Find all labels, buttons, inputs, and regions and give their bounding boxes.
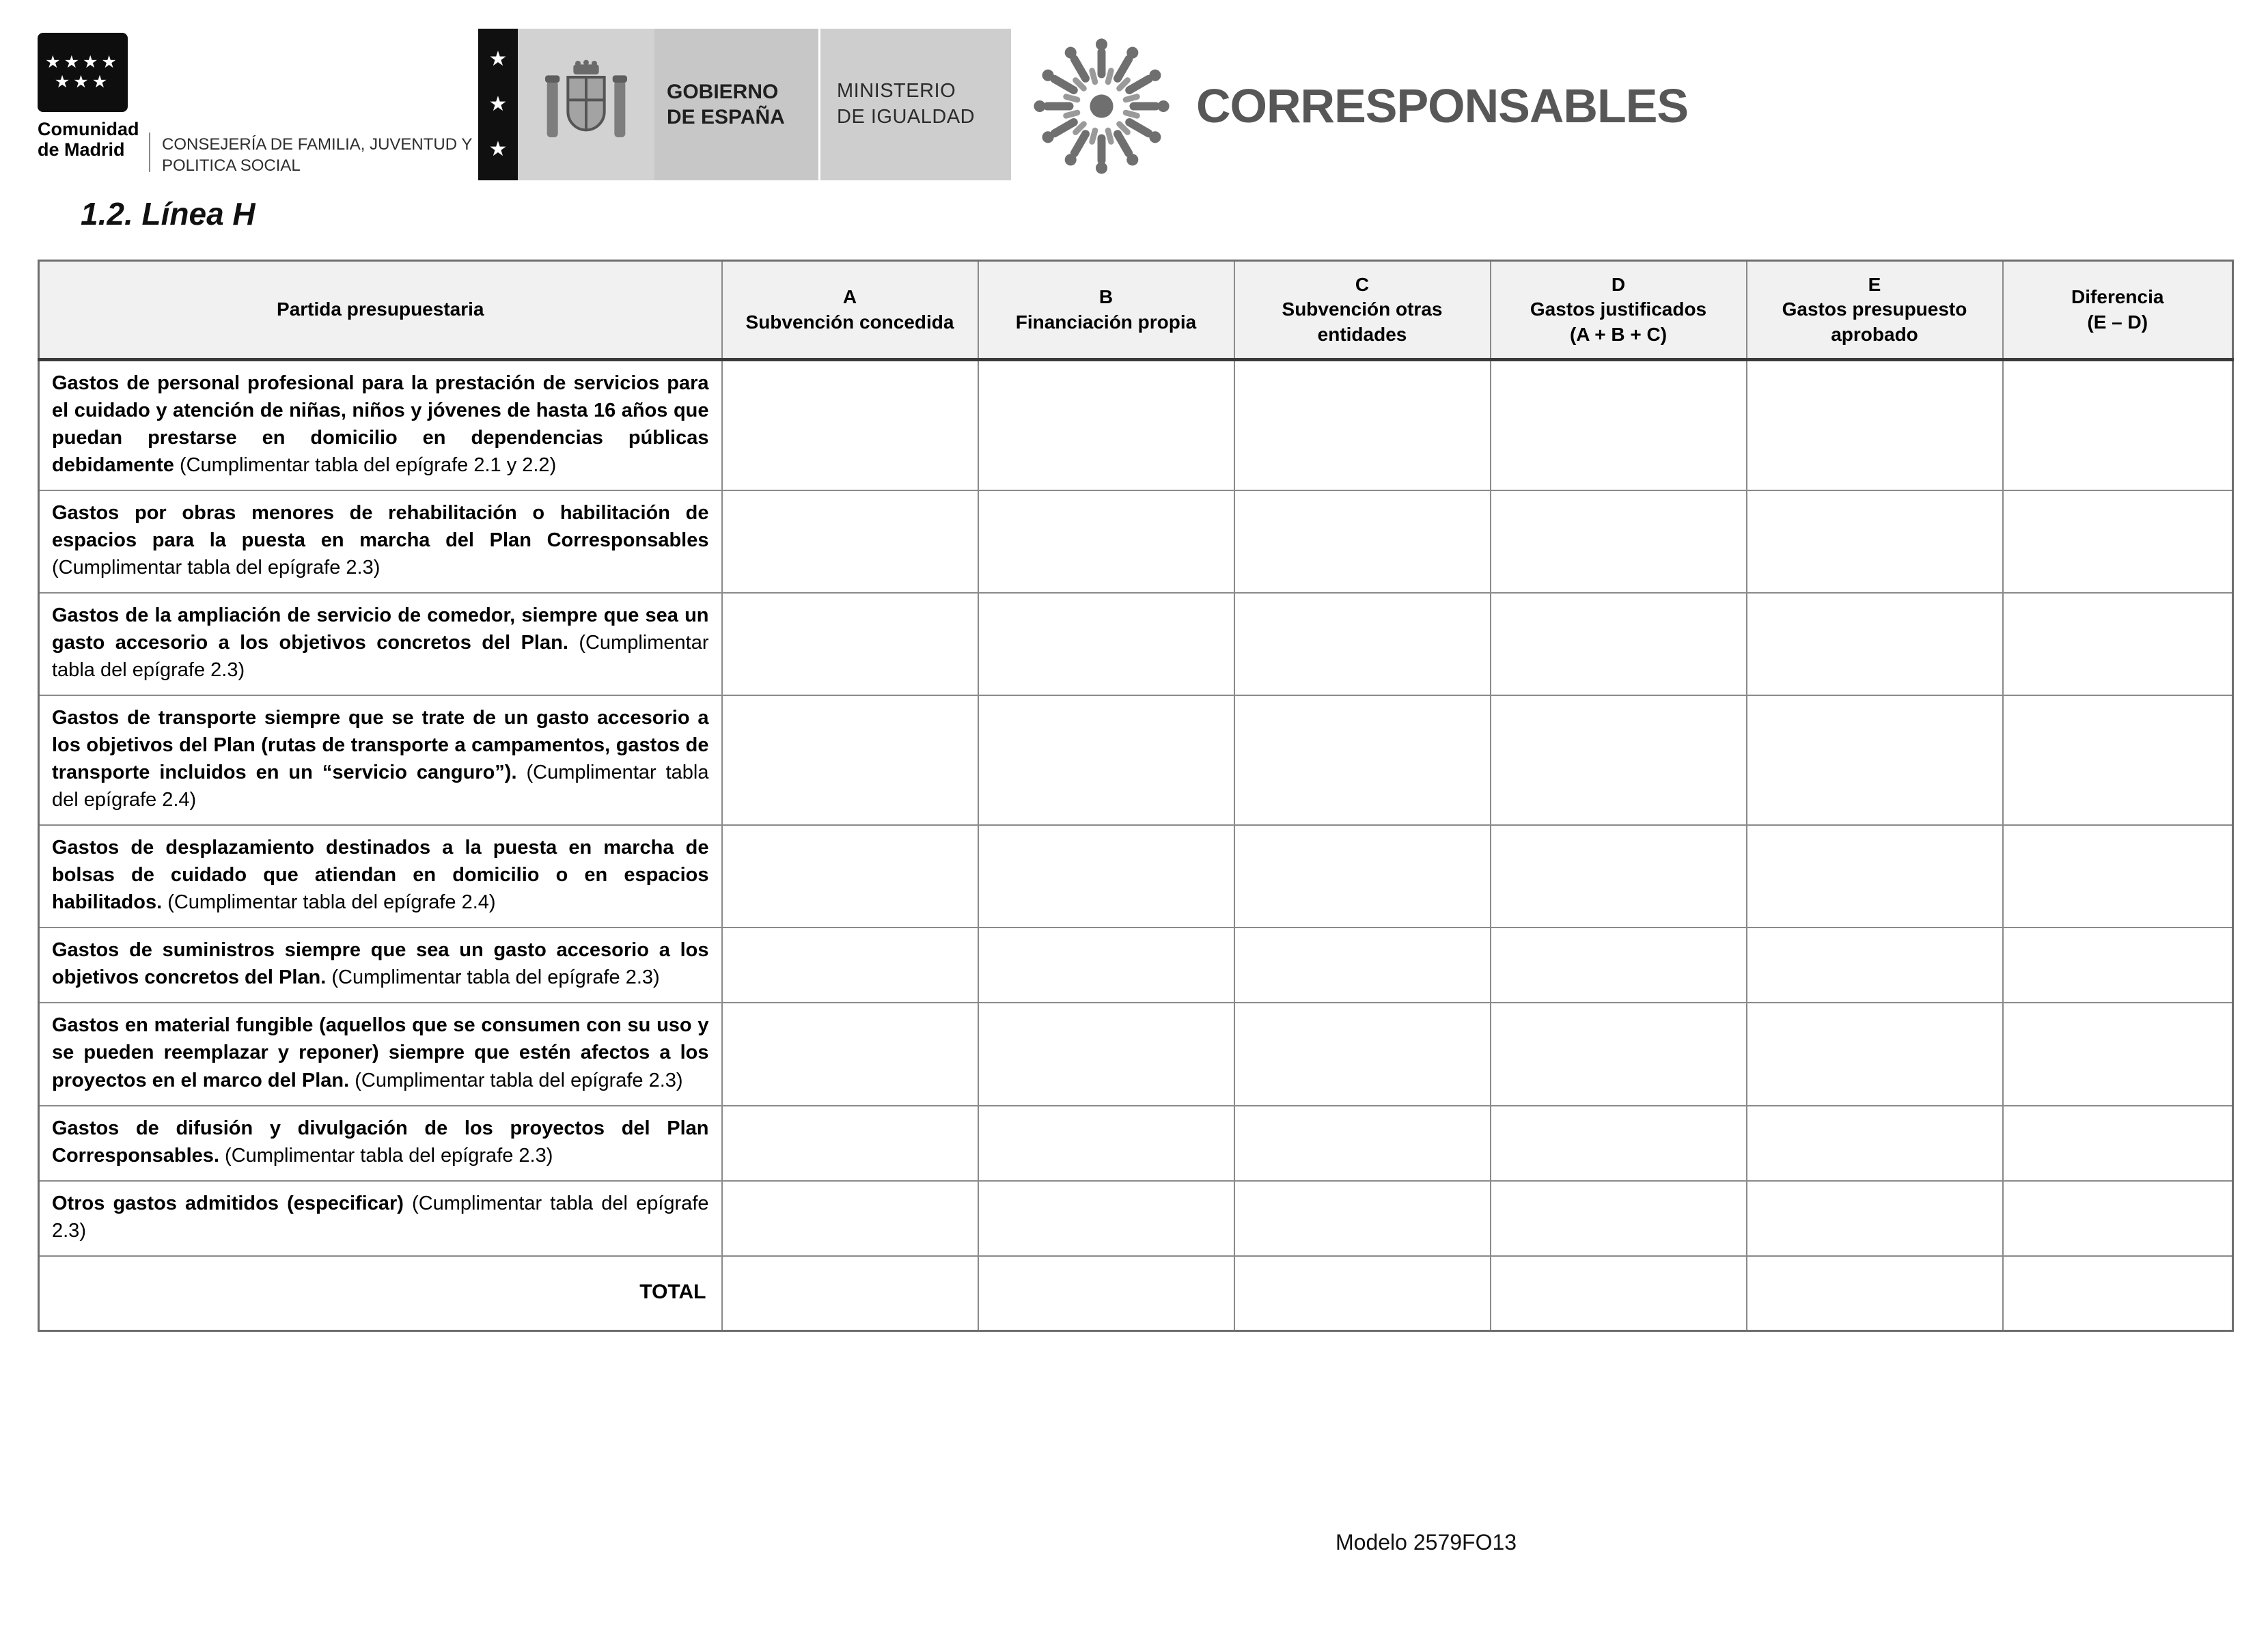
- cell-d: [1491, 1003, 1747, 1105]
- cell-b: [978, 695, 1234, 825]
- cell-c: [1234, 695, 1491, 825]
- row-label: [39, 490, 722, 593]
- row-label-bold: Gastos de transporte siempre que se trate de un gasto accesorio a los objetivos del Plan (rutas de transporte a campamentos, gastos de transporte incluidos en un “servicio canguro”).: [52, 707, 709, 784]
- table-row: [39, 695, 2233, 825]
- cell-a: [722, 593, 978, 695]
- table-row: [39, 360, 2233, 491]
- comunidad-name-line: Comunidad: [38, 119, 139, 139]
- cell-b: [978, 928, 1234, 1003]
- cell-a: [722, 825, 978, 928]
- col-header-line: Financiación propia: [1015, 311, 1197, 333]
- cell-a: [722, 695, 978, 825]
- consejeria-line: POLITICA SOCIAL: [162, 156, 301, 176]
- ministerio-line: MINISTERIO: [837, 80, 956, 102]
- col-header-d: [1491, 261, 1747, 360]
- row-label: [39, 1003, 722, 1105]
- cell-b: [978, 360, 1234, 491]
- cell-e: [1747, 695, 2003, 825]
- cell-diferencia: [2003, 695, 2233, 825]
- cell-diferencia: [2003, 593, 2233, 695]
- row-label: [39, 593, 722, 695]
- budget-table: [38, 260, 2234, 1332]
- col-header-diferencia: [2003, 261, 2233, 360]
- cell-d: [1491, 490, 1747, 593]
- spain-coat-of-arms-icon: [518, 29, 654, 180]
- cell-diferencia: [2003, 928, 2233, 1003]
- col-header-c: [1234, 261, 1491, 360]
- row-label: [39, 695, 722, 825]
- cell-b: [978, 490, 1234, 593]
- cell-e: [1747, 825, 2003, 928]
- cell-b: [978, 1106, 1234, 1181]
- cell-e: [1747, 490, 2003, 593]
- comunidad-name-line: de Madrid: [38, 139, 125, 161]
- cell-d: [1491, 360, 1747, 491]
- row-label-bold: Gastos de desplazamiento destinados a la puesta en marcha de bolsas de cuidado que atiendan en domicilio o en espacios habilitados.: [52, 837, 709, 914]
- table-row: [39, 928, 2233, 1003]
- row-label-note: (Cumplimentar tabla del epígrafe 2.3): [52, 632, 709, 682]
- table-row: [39, 1106, 2233, 1181]
- cell-diferencia: [2003, 1106, 2233, 1181]
- stars-row: ★★★: [54, 72, 111, 92]
- table-row: [39, 490, 2233, 593]
- page-title: 1.2. Línea H: [81, 196, 255, 232]
- col-header-line: Subvención otras entidades: [1282, 298, 1443, 345]
- cell-b: [978, 1181, 1234, 1256]
- total-cell-a: [722, 1256, 978, 1331]
- gobierno-line: GOBIERNO: [667, 80, 779, 103]
- star-icon: ★: [488, 93, 508, 115]
- cell-e: [1747, 1003, 2003, 1105]
- cell-a: [722, 928, 978, 1003]
- table-row: [39, 1003, 2233, 1105]
- cell-c: [1234, 593, 1491, 695]
- total-cell-d: [1491, 1256, 1747, 1331]
- row-label-bold: Gastos de personal profesional para la prestación de servicios para el cuidado y atención de niñas, niños y jóvenes de hasta 16 años que puedan prestarse en domicilio en dependencias públicas debidamente: [52, 372, 709, 477]
- cell-a: [722, 1106, 978, 1181]
- flag-stars-bar-icon: [478, 29, 518, 180]
- cell-a: [722, 490, 978, 593]
- col-header-line: D: [1611, 274, 1626, 295]
- ministerio-line: DE IGUALDAD: [837, 106, 976, 128]
- row-label-note: (Cumplimentar tabla del epígrafe 2.4): [52, 762, 709, 811]
- ministerio-igualdad-label: [818, 29, 1011, 180]
- cell-d: [1491, 1181, 1747, 1256]
- col-header-line: E: [1868, 274, 1881, 295]
- cell-c: [1234, 1181, 1491, 1256]
- cell-diferencia: [2003, 490, 2233, 593]
- cell-b: [978, 593, 1234, 695]
- row-label-note: (Cumplimentar tabla del epígrafe 2.3): [355, 1069, 683, 1091]
- cell-e: [1747, 360, 2003, 491]
- row-label-note: (Cumplimentar tabla del epígrafe 2.4): [167, 891, 496, 914]
- row-label-note: (Cumplimentar tabla del epígrafe 2.3): [331, 966, 660, 989]
- col-header-b: [978, 261, 1234, 360]
- row-label-bold: Gastos por obras menores de rehabilitación o habilitación de espacios para la puesta en marcha del Plan Corresponsables: [52, 502, 709, 552]
- row-label: [39, 1181, 722, 1256]
- col-header-line: (A + B + C): [1569, 323, 1668, 345]
- cell-c: [1234, 490, 1491, 593]
- total-cell-c: [1234, 1256, 1491, 1331]
- col-header-line: Partida presupuestaria: [277, 298, 484, 320]
- col-header-line: A: [842, 286, 857, 308]
- cell-d: [1491, 928, 1747, 1003]
- table-row: [39, 593, 2233, 695]
- consejeria-label: [162, 134, 472, 176]
- row-label: [39, 825, 722, 928]
- cell-e: [1747, 928, 2003, 1003]
- cell-e: [1747, 593, 2003, 695]
- gobierno-espana-logo: [478, 29, 1011, 180]
- star-icon: ★: [488, 48, 508, 70]
- row-label-bold: Gastos de difusión y divulgación de los proyectos del Plan Corresponsables.: [52, 1117, 709, 1167]
- comunidad-madrid-flag-icon: [38, 33, 128, 112]
- cell-b: [978, 1003, 1234, 1105]
- row-label: [39, 360, 722, 491]
- col-header-line: C: [1355, 274, 1370, 295]
- row-label-note: (Cumplimentar tabla del epígrafe 2.1 y 2.2): [179, 454, 557, 477]
- cell-d: [1491, 695, 1747, 825]
- cell-c: [1234, 928, 1491, 1003]
- row-label-note: (Cumplimentar tabla del epígrafe 2.3): [225, 1144, 553, 1167]
- row-label: [39, 928, 722, 1003]
- table-row: [39, 1181, 2233, 1256]
- cell-diferencia: [2003, 360, 2233, 491]
- cell-c: [1234, 1106, 1491, 1181]
- cell-diferencia: [2003, 1181, 2233, 1256]
- row-label-bold: Gastos de suministros siempre que sea un gasto accesorio a los objetivos concretos del Plan.: [52, 939, 709, 989]
- col-header-line: Gastos justificados: [1530, 298, 1707, 320]
- col-header-line: Subvención concedida: [745, 311, 954, 333]
- col-header-line: B: [1098, 286, 1114, 308]
- gobierno-espana-label: [654, 29, 818, 180]
- corresponsables-wordmark: CORRESPONSABLES: [1196, 79, 1689, 133]
- row-label: [39, 1106, 722, 1181]
- cell-b: [978, 825, 1234, 928]
- cell-d: [1491, 825, 1747, 928]
- total-label: TOTAL: [39, 1256, 722, 1331]
- cell-d: [1491, 1106, 1747, 1181]
- row-label-note: (Cumplimentar tabla del epígrafe 2.3): [52, 1192, 709, 1242]
- total-cell-e: [1747, 1256, 2003, 1331]
- col-header-line: Gastos presupuesto aprobado: [1782, 298, 1967, 345]
- col-header-a: [722, 261, 978, 360]
- table-row: [39, 825, 2233, 928]
- col-header-partida: [39, 261, 722, 360]
- total-row: [39, 1256, 2233, 1331]
- cell-diferencia: [2003, 825, 2233, 928]
- corresponsables-logo: [1032, 27, 1688, 184]
- row-label-bold: Gastos en material fungible (aquellos que se consumen con su uso y se pueden reemplazar y reponer) siempre que estén afectos a los proyectos en el marco del Plan.: [52, 1014, 709, 1091]
- cell-e: [1747, 1181, 2003, 1256]
- col-header-line: Diferencia: [2071, 286, 2164, 308]
- cell-a: [722, 1003, 978, 1105]
- logo-divider: [149, 133, 150, 172]
- cell-c: [1234, 360, 1491, 491]
- corresponsables-starburst-icon: [1032, 36, 1172, 176]
- row-label-bold: Gastos de la ampliación de servicio de comedor, siempre que sea un gasto accesorio a los objetivos concretos del Plan.: [52, 604, 709, 654]
- row-label-bold: Otros gastos admitidos (especificar): [52, 1192, 404, 1214]
- stars-row: ★★★★: [45, 52, 120, 72]
- row-label-note: (Cumplimentar tabla del epígrafe 2.3): [52, 557, 381, 579]
- cell-c: [1234, 825, 1491, 928]
- cell-diferencia: [2003, 1003, 2233, 1105]
- cell-c: [1234, 1003, 1491, 1105]
- total-cell-diferencia: [2003, 1256, 2233, 1331]
- cell-a: [722, 360, 978, 491]
- gobierno-line: DE ESPAÑA: [667, 106, 785, 128]
- consejeria-line: CONSEJERÍA DE FAMILIA, JUVENTUD Y: [162, 135, 473, 154]
- cell-d: [1491, 593, 1747, 695]
- star-icon: ★: [488, 138, 508, 161]
- col-header-line: (E – D): [2087, 311, 2148, 333]
- header-row: [39, 261, 2233, 360]
- col-header-e: [1747, 261, 2003, 360]
- model-number-label: Modelo 2579FO13: [1336, 1530, 1517, 1555]
- total-cell-b: [978, 1256, 1234, 1331]
- cell-e: [1747, 1106, 2003, 1181]
- cell-a: [722, 1181, 978, 1256]
